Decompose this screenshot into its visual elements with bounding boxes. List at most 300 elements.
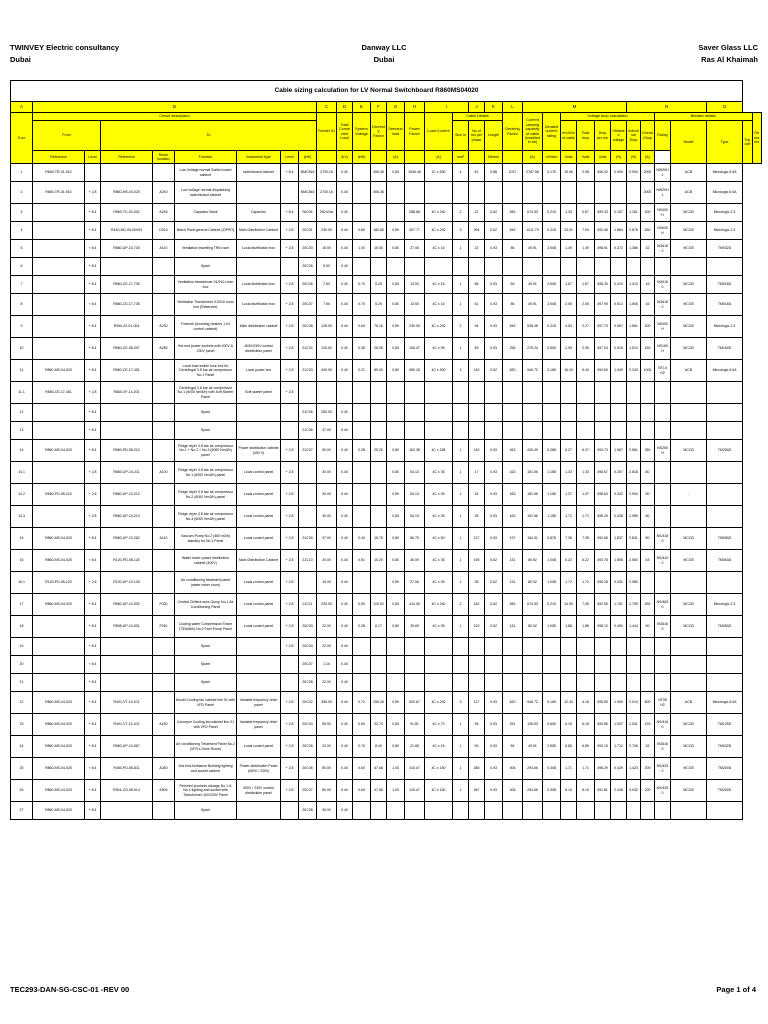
cell-ccc: 131 bbox=[503, 572, 523, 594]
cell-ref_to: R460-PD-08-811 bbox=[101, 758, 153, 780]
cell-ccc bbox=[503, 656, 523, 674]
cell-ref: R860-CE-17-451 bbox=[33, 382, 85, 404]
from-level-header: Level bbox=[85, 151, 101, 164]
cell-div bbox=[353, 404, 371, 422]
cell-size: 4C x 16 bbox=[425, 240, 453, 258]
cell-mv: 0.165 bbox=[543, 360, 561, 382]
cell-runs bbox=[453, 802, 469, 820]
table-row bbox=[11, 780, 762, 802]
cell-td: 1.88 bbox=[561, 616, 577, 638]
cell-sno: 5 bbox=[11, 240, 33, 258]
cell-ovd: 2.561 bbox=[627, 440, 641, 462]
cell-v bbox=[337, 382, 353, 404]
cell-der: 0.62 bbox=[485, 222, 503, 240]
cell-sno: 11 bbox=[11, 360, 33, 382]
cell-div: 0.70 bbox=[353, 294, 371, 316]
cell-pf bbox=[387, 674, 405, 692]
cell-ref: R860-MS-04-020 bbox=[33, 692, 85, 714]
cell-pf: 0.80 bbox=[387, 736, 405, 758]
unit-diversity bbox=[371, 151, 387, 164]
cell-ind: 0.267 bbox=[611, 462, 627, 484]
cell-mv: 0.215 bbox=[543, 594, 561, 616]
cell-drc: 538.48 bbox=[523, 316, 543, 338]
cell-rat: 80 bbox=[641, 528, 655, 550]
cell-trip bbox=[707, 422, 743, 440]
cell-mv: 1.158 bbox=[543, 484, 561, 506]
cell-runs: 2 bbox=[453, 316, 469, 338]
cell-func: Spare bbox=[175, 404, 237, 422]
cell-ind bbox=[611, 382, 627, 404]
cell-fid: 21C07 bbox=[299, 440, 317, 462]
cell-func: Centrifugal 3.8 bar air compressor No.1 (6000 Nm3/h) with Soft Starter Panel bbox=[175, 382, 237, 404]
cell-sno: 24 bbox=[11, 736, 33, 758]
cell-inst: Local control panel bbox=[237, 528, 281, 550]
derating-header: Derating Factor bbox=[503, 113, 523, 151]
cell-ind: 0.372 bbox=[611, 240, 627, 258]
cell-size bbox=[425, 382, 453, 404]
cell-load: 128.00 bbox=[317, 316, 337, 338]
cell-der: 0.93 bbox=[485, 736, 503, 758]
cell-runs: 1 bbox=[453, 528, 469, 550]
cell-sno: 3 bbox=[11, 204, 33, 222]
cell-ovd bbox=[627, 258, 641, 276]
cell-dpr bbox=[577, 182, 595, 204]
cell-ovd: 1.161 bbox=[627, 204, 641, 222]
cell-pf: 0.80 bbox=[387, 616, 405, 638]
client-name: Saver Glass LLC bbox=[698, 43, 758, 52]
cell-rat: 80 bbox=[641, 462, 655, 484]
cell-trip: Micrologic 2.3 bbox=[707, 594, 743, 616]
cell-trip bbox=[707, 258, 743, 276]
cell-dem bbox=[371, 484, 387, 506]
cell-room bbox=[153, 422, 175, 440]
cell-lv_to bbox=[281, 674, 299, 692]
diversity-header: Diversity Factor bbox=[371, 113, 387, 151]
cell-der: 0.93 bbox=[485, 780, 503, 802]
cell-ovd: 2.878 bbox=[627, 222, 641, 240]
cell-fid: 20C01 bbox=[299, 222, 317, 240]
cell-ref: R860-MS-04-020 bbox=[33, 780, 85, 802]
cell-func: Air conditioning treatment panel (water tower room) bbox=[175, 572, 237, 594]
sno-header: S.no bbox=[11, 113, 33, 164]
cell-load: 230.00 bbox=[317, 594, 337, 616]
cell-mod bbox=[655, 572, 671, 594]
cell-ref_to: R860-UP-10-262 bbox=[101, 528, 153, 550]
cell-v: 0.40 bbox=[337, 506, 353, 528]
cell-size: 4C x 240 bbox=[425, 594, 453, 616]
col-letter: H bbox=[405, 102, 425, 113]
cell-size: 4C x 16 bbox=[425, 736, 453, 758]
cell-ref_to: R808-UP-10-501 bbox=[101, 616, 153, 638]
cell-v: 0.40 bbox=[337, 276, 353, 294]
cell-td: 1.33 bbox=[561, 462, 577, 484]
cell-ovd: 3.042 bbox=[627, 780, 641, 802]
cell-pf bbox=[387, 404, 405, 422]
cell-mod bbox=[655, 404, 671, 422]
cell-lv: + 8.4 bbox=[85, 240, 101, 258]
cell-ov: 397.95 bbox=[595, 294, 611, 316]
cell-func: Central Chillers area Group No.1 Air Conditioning Panel bbox=[175, 594, 237, 616]
cell-func: Fridge dryer 3.8 bar air compressor No.1 + No.2 + No.3 (6000 Nm3/h) panel bbox=[175, 440, 237, 462]
cell-ccc bbox=[503, 258, 523, 276]
cell-fid: NMC816 bbox=[299, 164, 317, 182]
cell-dpr: 1.71 bbox=[577, 758, 595, 780]
cell-runs: 1 bbox=[453, 506, 469, 528]
cell-ind: 0.431 bbox=[611, 572, 627, 594]
cell-sno: 14.2 bbox=[11, 484, 33, 506]
cell-room bbox=[153, 440, 175, 462]
cell-lv_to: + 2.8 bbox=[281, 316, 299, 338]
cell-div bbox=[353, 638, 371, 656]
cell-ccc: 406 bbox=[503, 780, 523, 802]
cell-lv: + 2.8 bbox=[85, 462, 101, 484]
cell-func: Forteoth (boosting heaters 1.04 control cabinet) bbox=[175, 316, 237, 338]
cell-len bbox=[469, 258, 485, 276]
cell-fid: 21C03 bbox=[299, 360, 317, 382]
cell-size: 4C x 35 bbox=[425, 506, 453, 528]
unit-a-derated: (A) bbox=[523, 151, 543, 164]
cell-v: 0.40 bbox=[337, 462, 353, 484]
cell-func: Conveyor Cooling fan cabinet line 01 with VFD Panel bbox=[175, 714, 237, 736]
cell-size: 4C x 300 bbox=[425, 360, 453, 382]
cell-mod: NT10 H2 bbox=[655, 360, 671, 382]
cell-td: 1.72 bbox=[561, 572, 577, 594]
cell-ov: 392.46 bbox=[595, 222, 611, 240]
cell-typ: ACB bbox=[671, 692, 707, 714]
cell-rat bbox=[641, 258, 655, 276]
cell-func: Ventilation transformer 01/910 room box bbox=[175, 276, 237, 294]
cell-td: 2.95 bbox=[561, 338, 577, 360]
cell-lv: + 8.4 bbox=[85, 758, 101, 780]
cell-ccc: 545 bbox=[503, 594, 523, 616]
cell-load: 250 kVar bbox=[317, 204, 337, 222]
cell-lc bbox=[405, 802, 425, 820]
type-header: Type bbox=[707, 121, 743, 164]
cell-load: 2700.16 bbox=[317, 182, 337, 204]
no-runs-header: No of run per phase bbox=[469, 121, 485, 151]
cell-fid: 20C08 bbox=[299, 802, 317, 820]
cell-load: 80.00 bbox=[317, 780, 337, 802]
cell-trip bbox=[707, 484, 743, 506]
cell-ref_to: R120-UP-10-130 bbox=[101, 572, 153, 594]
cell-dpr: 0.67 bbox=[577, 204, 595, 222]
cell-len bbox=[469, 656, 485, 674]
cell-ov bbox=[595, 638, 611, 656]
cell-size: 4C x 240 bbox=[425, 222, 453, 240]
cell-lc: 54.13 bbox=[405, 506, 425, 528]
cell-size: 4C x 240 bbox=[425, 316, 453, 338]
cell-trip bbox=[707, 404, 743, 422]
cell-inst: Local control panel bbox=[237, 616, 281, 638]
cell-ind: 1.567 bbox=[611, 440, 627, 462]
from-reference-header: Reference bbox=[33, 151, 85, 164]
cell-pf: 0.80 bbox=[387, 240, 405, 258]
cell-v: 0.40 bbox=[337, 758, 353, 780]
table-row bbox=[11, 422, 762, 440]
contractor-city: Dubai bbox=[373, 55, 395, 64]
cell-trip bbox=[707, 656, 743, 674]
cell-runs: 1 bbox=[453, 736, 469, 758]
cell-ref_to bbox=[101, 656, 153, 674]
cell-ovd bbox=[627, 382, 641, 404]
cell-len: 83 bbox=[469, 338, 485, 360]
cell-ref_to: R860-MS-04-020 bbox=[101, 182, 153, 204]
cell-typ bbox=[671, 572, 707, 594]
cell-load: 22.00 bbox=[317, 638, 337, 656]
cell-der: 0.62 bbox=[485, 204, 503, 222]
cell-load: 400.00 bbox=[317, 360, 337, 382]
table-row bbox=[11, 736, 762, 758]
cell-ccc: 163 bbox=[503, 506, 523, 528]
cell-dem: 255.49 bbox=[371, 692, 387, 714]
cell-ovd: 1.506 bbox=[627, 294, 641, 316]
cell-inst: Local distribution box bbox=[237, 294, 281, 316]
cell-der bbox=[485, 258, 503, 276]
cell-v: 0.40 bbox=[337, 572, 353, 594]
cell-ref: R860-PD-08-210 bbox=[33, 484, 85, 506]
cell-sno: 20 bbox=[11, 656, 33, 674]
cell-lv: + 8.4 bbox=[85, 422, 101, 440]
cell-mv bbox=[543, 258, 561, 276]
cell-len: 17 bbox=[469, 462, 485, 484]
cell-ref bbox=[33, 316, 85, 338]
cell-der: 0.93 bbox=[485, 276, 503, 294]
col-letter: G bbox=[387, 102, 405, 113]
cell-typ bbox=[671, 656, 707, 674]
cell-trip bbox=[707, 674, 743, 692]
cell-ccc: 56 bbox=[503, 276, 523, 294]
cell-ref bbox=[33, 222, 85, 240]
cell-pf bbox=[387, 182, 405, 204]
cell-mod bbox=[655, 382, 671, 404]
cell-dpr bbox=[577, 404, 595, 422]
cell-drc: 151.56 bbox=[523, 506, 543, 528]
cell-lv_to: + 2.8 bbox=[281, 528, 299, 550]
to-level-header: Level bbox=[281, 151, 299, 164]
cell-mv bbox=[543, 382, 561, 404]
cell-lv: + 8.4 bbox=[85, 594, 101, 616]
cell-sno: 12 bbox=[11, 404, 33, 422]
cell-ov: 391.81 bbox=[595, 780, 611, 802]
cell-lv: + 8.4 bbox=[85, 404, 101, 422]
cell-inst: Local control panel bbox=[237, 462, 281, 484]
cell-mod: NT08 H2 bbox=[655, 692, 671, 714]
cell-dem: 6.17 bbox=[371, 616, 387, 638]
table-row bbox=[11, 616, 762, 638]
cell-inst: Main distribution cabinet bbox=[237, 316, 281, 338]
cell-ov: 393.15 bbox=[595, 736, 611, 758]
cell-drc: 151.56 bbox=[523, 462, 543, 484]
cell-lc: 54.13 bbox=[405, 484, 425, 506]
cell-trip: Micrologic 2.3 bbox=[707, 204, 743, 222]
cell-td bbox=[561, 638, 577, 656]
cell-dem: 8.40 bbox=[371, 736, 387, 758]
cell-drc: 1011.79 bbox=[523, 222, 543, 240]
breaker-details-header: Breaker details bbox=[655, 113, 753, 121]
cell-v: 0.40 bbox=[337, 404, 353, 422]
cell-ref_to: R860-VF-14-201 bbox=[101, 382, 153, 404]
cell-load: 12.00 bbox=[317, 736, 337, 758]
cell-drc: 674.53 bbox=[523, 594, 543, 616]
col-letter: L bbox=[503, 102, 523, 113]
cell-mod: NS400H bbox=[655, 316, 671, 338]
cell-size bbox=[425, 802, 453, 820]
cell-size: 4C x 35 bbox=[425, 484, 453, 506]
cell-typ: ACB bbox=[671, 182, 707, 204]
cell-mv: 2.508 bbox=[543, 276, 561, 294]
cell-ovd: 1.366 bbox=[627, 240, 641, 258]
cell-der: 0.93 bbox=[485, 506, 503, 528]
cell-ref bbox=[33, 258, 85, 276]
cell-load: 115.00 bbox=[317, 338, 337, 360]
cell-room: A110 bbox=[153, 240, 175, 258]
cell-inst: 400V/230V control distribution panel bbox=[237, 338, 281, 360]
model-header: Model bbox=[671, 121, 707, 164]
cell-drc: 184.31 bbox=[523, 528, 543, 550]
cell-ind: 0.512 bbox=[611, 294, 627, 316]
cell-inst: Local control panel bbox=[237, 572, 281, 594]
cell-td: 6.15 bbox=[561, 714, 577, 736]
cell-mv: 1.158 bbox=[543, 462, 561, 484]
cell-dem bbox=[371, 462, 387, 484]
cell-size: 4C x 185 bbox=[425, 440, 453, 462]
cell-drc: 49.91 bbox=[523, 240, 543, 258]
cell-div: 0.40 bbox=[353, 528, 371, 550]
cell-lv_to: + 2.8 bbox=[281, 572, 299, 594]
cell-typ bbox=[671, 258, 707, 276]
cell-lc: 414.06 bbox=[405, 594, 425, 616]
cell-trip: TM080D bbox=[707, 528, 743, 550]
obtained-voltage-header: Obtained voltage bbox=[611, 121, 627, 151]
cell-div: 0.21 bbox=[353, 360, 371, 382]
cell-lc: 115.47 bbox=[405, 758, 425, 780]
cell-size: 4C x 35 bbox=[425, 616, 453, 638]
cell-inst: Variable frequency drive panel bbox=[237, 714, 281, 736]
power-factor-header: Power Factor bbox=[405, 113, 425, 151]
cell-typ bbox=[671, 506, 707, 528]
cell-v: 0.40 bbox=[337, 714, 353, 736]
cell-dpr: 1.72 bbox=[577, 572, 595, 594]
cell-ccc: 251 bbox=[503, 714, 523, 736]
cell-runs: 1 bbox=[453, 758, 469, 780]
cell-typ bbox=[671, 404, 707, 422]
cell-dem: 306.36 bbox=[371, 164, 387, 182]
demand-load-header: Demand load bbox=[387, 113, 405, 151]
cell-fid: 20C04 bbox=[299, 638, 317, 656]
cell-typ: ACB bbox=[671, 164, 707, 182]
cell-ccc: 296 bbox=[503, 338, 523, 360]
page-number: Page 1 of 4 bbox=[716, 985, 756, 994]
cell-rat bbox=[641, 572, 655, 594]
cell-dem: 76.16 bbox=[371, 316, 387, 338]
cell-ccc bbox=[503, 404, 523, 422]
cell-rat bbox=[641, 802, 655, 820]
cell-lc: 13.53 bbox=[405, 276, 425, 294]
cell-load: 30.00 bbox=[317, 484, 337, 506]
cell-typ: MCCB bbox=[671, 550, 707, 572]
cell-mv: 0.308 bbox=[543, 758, 561, 780]
cell-dem: 306.36 bbox=[371, 182, 387, 204]
cell-ovd bbox=[627, 638, 641, 656]
cell-drc bbox=[523, 182, 543, 204]
cell-func: Water tower power distribution cabinet (400V) bbox=[175, 550, 237, 572]
cell-ccc bbox=[503, 638, 523, 656]
cell-dem: 32.73 bbox=[371, 714, 387, 736]
load-current-header: Load Current bbox=[425, 113, 453, 151]
cell-dem bbox=[371, 382, 387, 404]
cell-typ: MCCB bbox=[671, 338, 707, 360]
cell-v: 0.40 bbox=[337, 316, 353, 338]
cell-v: 0.40 bbox=[337, 360, 353, 382]
cell-size bbox=[425, 404, 453, 422]
cell-td: 6.85 bbox=[561, 736, 577, 758]
cell-lc: 520.67 bbox=[405, 692, 425, 714]
cell-typ bbox=[671, 382, 707, 404]
cell-room bbox=[153, 164, 175, 182]
cell-mv: 1.158 bbox=[543, 506, 561, 528]
cell-lv_to: + 2.8 bbox=[281, 616, 299, 638]
cell-room: A100 bbox=[153, 462, 175, 484]
cell-div: 0.60 bbox=[353, 714, 371, 736]
cell-drc bbox=[523, 258, 543, 276]
cell-sno: 17 bbox=[11, 594, 33, 616]
cell-func: Hot end power sockets with 400V & 230V panel bbox=[175, 338, 237, 360]
cell-td: 16.19 bbox=[561, 360, 577, 382]
cell-rat: 630 bbox=[641, 594, 655, 616]
cell-ind: 1.537 bbox=[611, 714, 627, 736]
table-row bbox=[11, 758, 762, 780]
table-row bbox=[11, 506, 762, 528]
cell-fid: 20C08 bbox=[299, 674, 317, 692]
cell-pf: 0.80 bbox=[387, 276, 405, 294]
cell-td: 1.67 bbox=[561, 276, 577, 294]
cell-ovd bbox=[627, 404, 641, 422]
cell-dpr bbox=[577, 422, 595, 440]
cell-runs: 4 bbox=[453, 164, 469, 182]
cell-mod bbox=[655, 656, 671, 674]
cell-lv: + 8.4 bbox=[85, 316, 101, 338]
function-header: Function bbox=[175, 151, 237, 164]
cell-td bbox=[561, 182, 577, 204]
cell-ind: 0.516 bbox=[611, 338, 627, 360]
col-letter: B bbox=[33, 102, 317, 113]
cell-dem bbox=[371, 572, 387, 594]
cell-typ: MCCB bbox=[671, 294, 707, 316]
cell-drc bbox=[523, 674, 543, 692]
cell-lv_to: + 2.8 bbox=[281, 780, 299, 802]
cell-ind: 1.884 bbox=[611, 222, 627, 240]
cell-fid: 20C06 bbox=[299, 276, 317, 294]
cell-rat bbox=[641, 656, 655, 674]
cell-typ: - bbox=[671, 484, 707, 506]
cell-ovd: 0.994 bbox=[627, 164, 641, 182]
cell-mod bbox=[655, 484, 671, 506]
cell-lv: + 8.4 bbox=[85, 550, 101, 572]
cell-drc: 151.56 bbox=[523, 484, 543, 506]
cell-inst: Soft starter panel bbox=[237, 382, 281, 404]
cell-sno: 9 bbox=[11, 316, 33, 338]
cell-rat: 80 bbox=[641, 506, 655, 528]
cell-ref: R860-MS-04-020 bbox=[33, 758, 85, 780]
cell-typ: MCCB bbox=[671, 204, 707, 222]
cell-runs: 1 bbox=[453, 550, 469, 572]
cell-der: 0.93 bbox=[485, 294, 503, 316]
cell-td: 1.49 bbox=[561, 240, 577, 258]
cell-lv: + 8.4 bbox=[85, 204, 101, 222]
cell-der bbox=[485, 404, 503, 422]
cell-trip bbox=[707, 382, 743, 404]
cell-size bbox=[425, 258, 453, 276]
